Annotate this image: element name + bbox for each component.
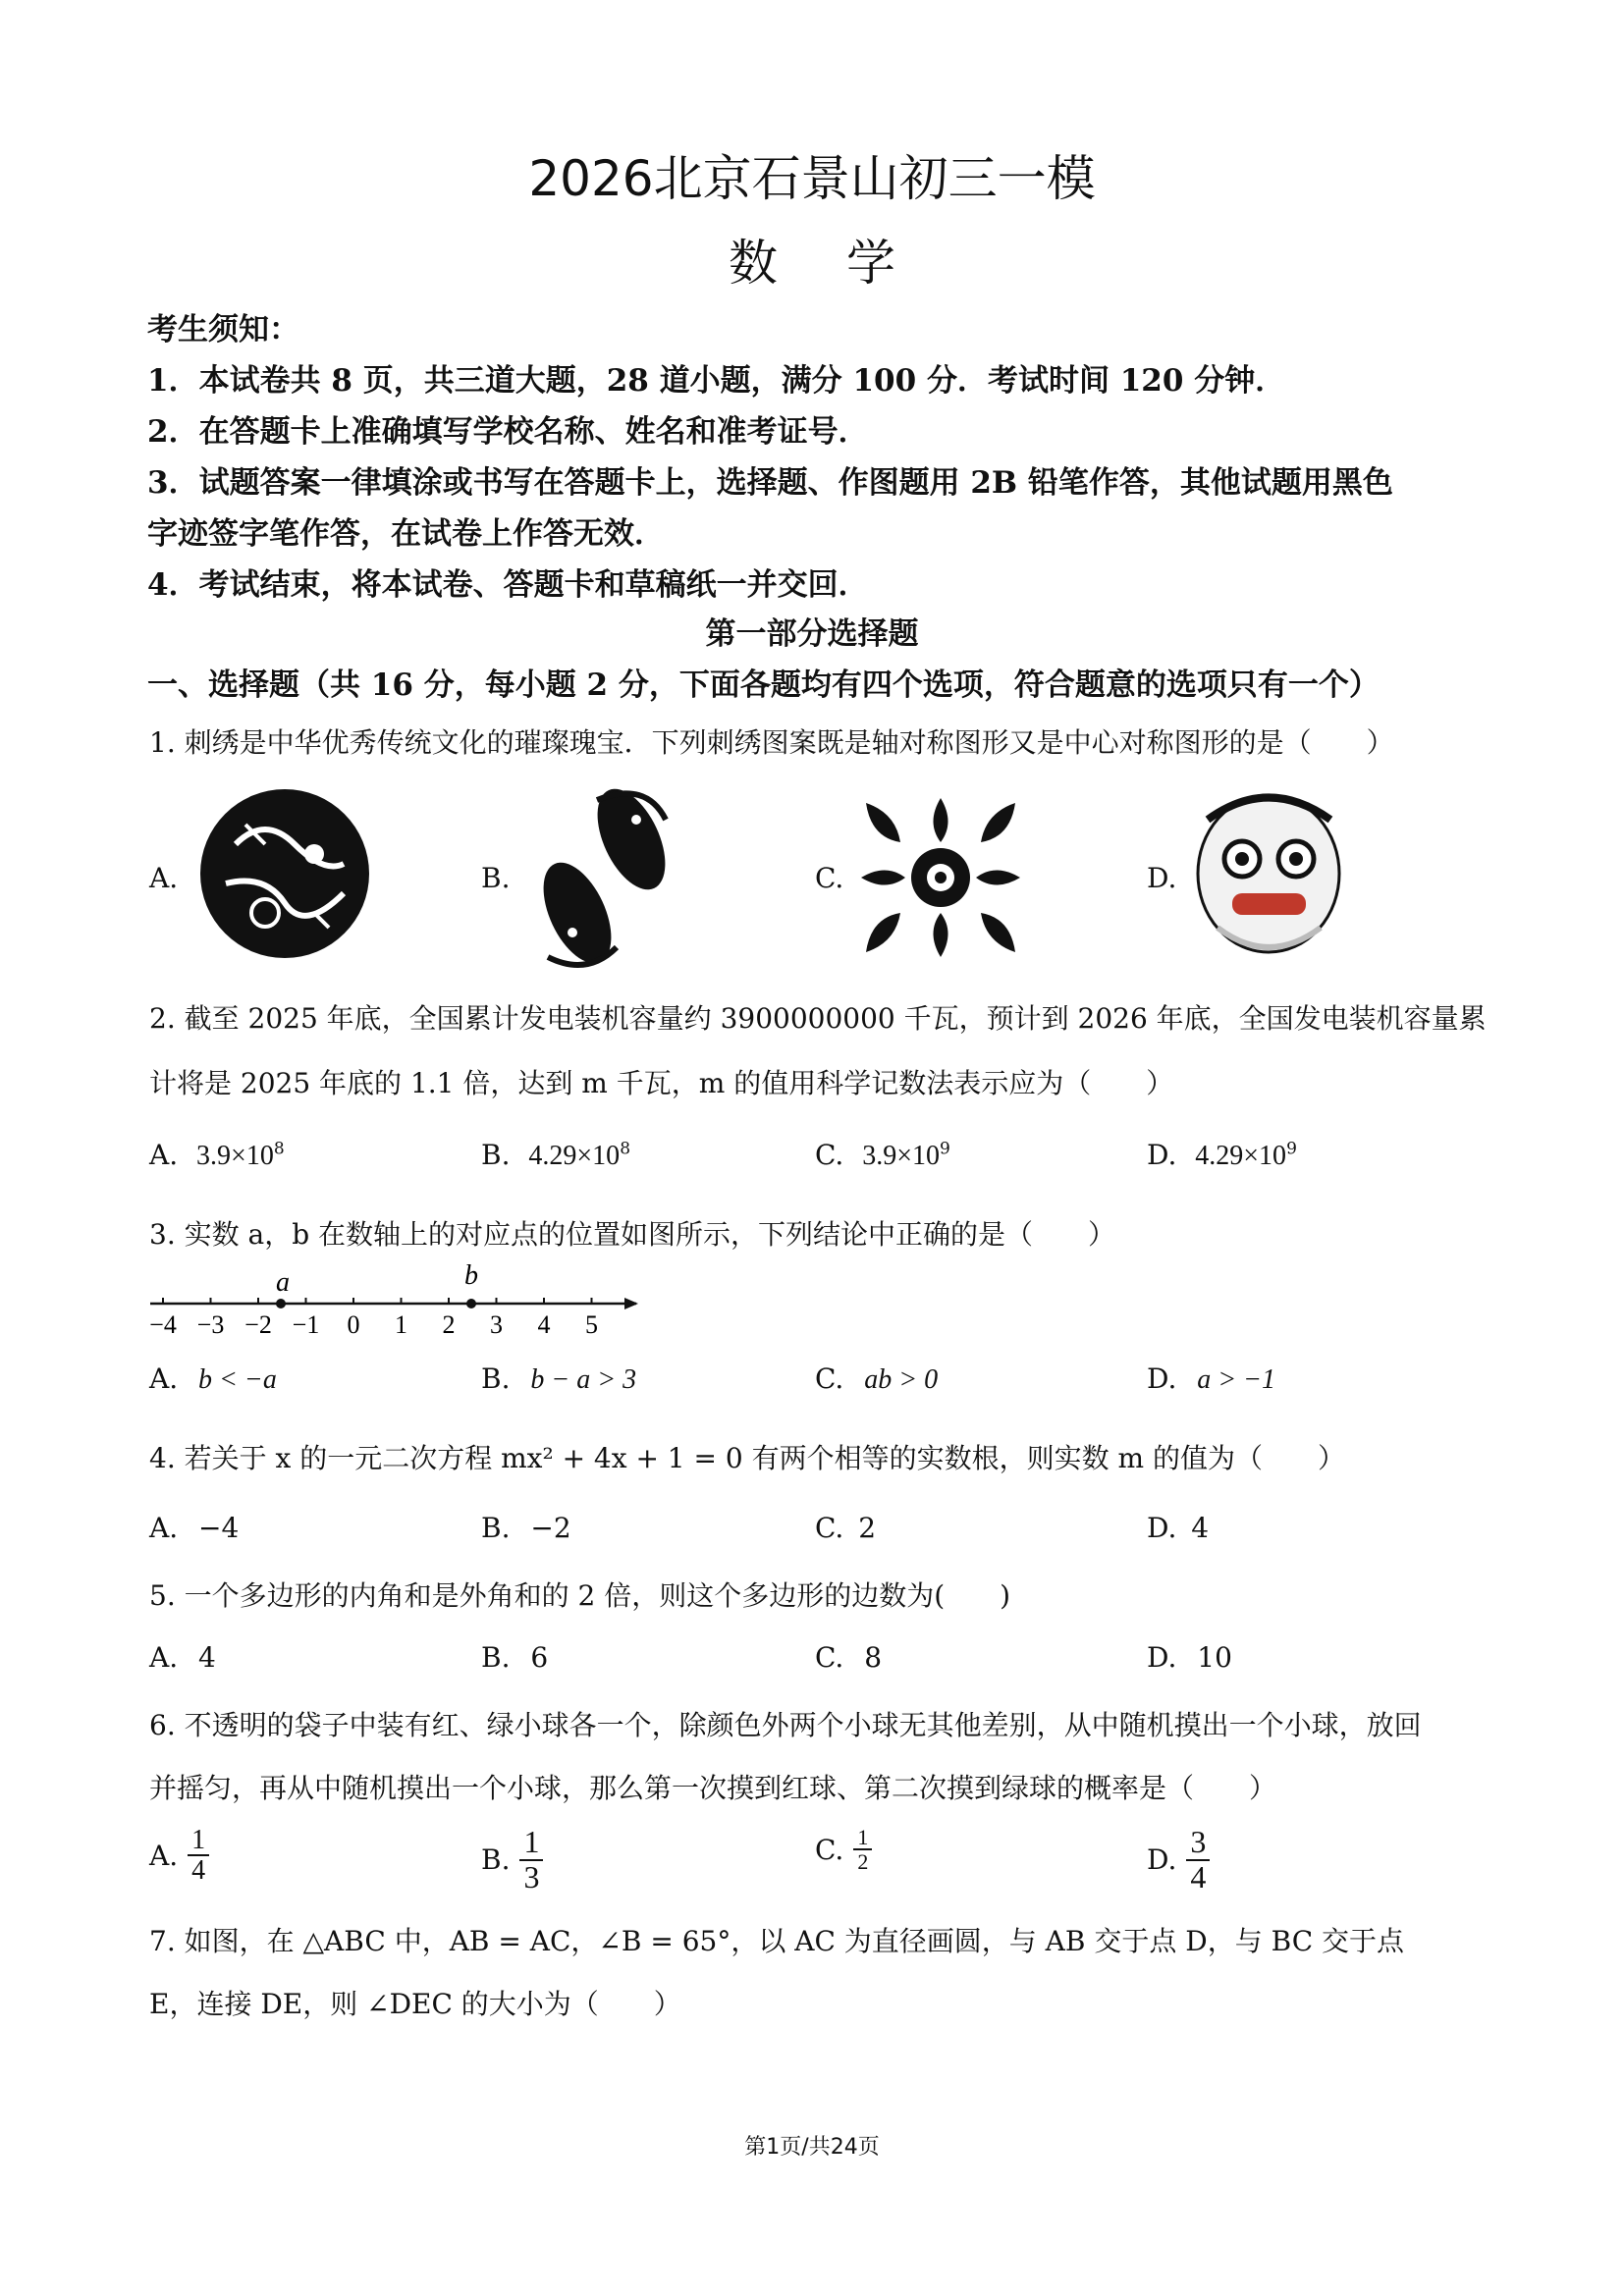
number-line-tick-label: −2 [244, 1310, 272, 1337]
q5-option-a-expr: 4 [198, 1641, 216, 1674]
number-line-tick-label: 1 [395, 1310, 407, 1337]
q3-option-d [1147, 1362, 1275, 1396]
q5-option-b-expr: 6 [530, 1641, 549, 1674]
q3-option-b [481, 1362, 636, 1396]
q2-option-d-mantissa: 4.29×10 [1195, 1141, 1287, 1171]
q6-option-b-numerator: 1 [519, 1826, 543, 1861]
q2-option-a-exponent: 8 [273, 1139, 285, 1159]
q5-option-c [815, 1641, 882, 1674]
notice-item-1: 1．本试卷共 8 页，共三道大题，28 道小题，满分 100 分．考试时间 120 分钟． [147, 363, 1286, 399]
q5-option-a [149, 1641, 216, 1674]
number-line-tick-label: −3 [196, 1310, 225, 1337]
q6-option-a-denominator: 4 [191, 1855, 206, 1887]
q3-option-d-label: D. [1147, 1362, 1177, 1395]
q6-option-d-label: D. [1147, 1843, 1177, 1877]
subject-title: 数学 [729, 235, 964, 292]
question-3-text: 3. 实数 a，b 在数轴上的对应点的位置如图所示，下列结论中正确的是（ ） [149, 1218, 1116, 1251]
number-line-tick-label: −4 [149, 1310, 177, 1337]
q1-option-a-label: A. [149, 862, 179, 894]
q4-option-c-label: C. [815, 1512, 844, 1544]
q2-option-b-mantissa: 4.29×10 [528, 1141, 621, 1171]
q4-option-d [1147, 1512, 1209, 1544]
q5-option-c-expr: 8 [864, 1641, 883, 1674]
q2-option-b-exponent: 8 [620, 1139, 631, 1159]
q3-option-c-label: C. [815, 1362, 844, 1395]
q2-option-a-mantissa: 3.9×10 [196, 1141, 274, 1171]
q3-option-a-expr: b < −a [198, 1364, 277, 1395]
part-title: 第一部分选择题 [705, 616, 919, 652]
number-line-tick-label: 3 [490, 1310, 503, 1337]
q5-option-b [481, 1641, 548, 1674]
exam-title: 2026北京石景山初三一模 [528, 150, 1096, 207]
number-line-tick-label: 0 [347, 1310, 360, 1337]
q2-option-a [149, 1139, 285, 1172]
number-line-tick-label: 4 [537, 1310, 551, 1337]
q1-option-a-image [196, 785, 373, 962]
q4-option-d-label: D. [1147, 1512, 1177, 1544]
q6-option-c-fraction [853, 1826, 872, 1873]
q5-option-a-label: A. [149, 1641, 179, 1674]
q3-option-c-expr: ab > 0 [864, 1364, 939, 1395]
q1-option-d-label: D. [1147, 862, 1177, 894]
q5-option-d-label: D. [1147, 1641, 1177, 1674]
q3-option-d-expr: a > −1 [1197, 1364, 1276, 1395]
point-b-dot [466, 1299, 476, 1308]
number-line [145, 1258, 646, 1337]
q1-option-c-image [856, 793, 1025, 962]
q6-option-c-label: C. [815, 1833, 844, 1866]
q4-option-a-label: A. [149, 1512, 179, 1544]
notice-item-3: 3．试题答案一律填涂或书写在答题卡上，选择题、作图题用 2B 铅笔作答，其他试题用黑色 [147, 465, 1393, 501]
q2-option-c-mantissa: 3.9×10 [862, 1141, 941, 1171]
q2-option-d-exponent: 9 [1286, 1139, 1297, 1159]
q1-option-c-label: C. [815, 862, 844, 894]
q2-option-d-label: D. [1147, 1139, 1177, 1171]
q2-option-d [1147, 1139, 1297, 1172]
q4-option-d-expr: 4 [1191, 1512, 1210, 1544]
q4-option-b-label: B. [481, 1512, 511, 1544]
question-4-text: 4. 若关于 x 的一元二次方程 mx² + 4x + 1 = 0 有两个相等的实数根，则实数 m 的值为（ ） [149, 1442, 1345, 1474]
q2-option-b-label: B. [481, 1139, 511, 1171]
q6-option-b-fraction [519, 1826, 543, 1894]
number-line-tick-label: 2 [442, 1310, 456, 1337]
page-number: 第1页/共24页 [744, 2135, 880, 2160]
q4-option-c-expr: 2 [858, 1512, 877, 1544]
q5-option-c-label: C. [815, 1641, 844, 1674]
question-5-text: 5. 一个多边形的内角和是外角和的 2 倍，则这个多边形的边数为( ) [149, 1579, 1011, 1612]
q4-option-b [481, 1512, 571, 1544]
q6-option-c-denominator: 2 [857, 1849, 869, 1875]
q2-option-b [481, 1139, 630, 1172]
q5-option-b-label: B. [481, 1641, 511, 1674]
q2-option-c-label: C. [815, 1139, 844, 1171]
q3-option-a-label: A. [149, 1362, 179, 1395]
q3-option-a [149, 1362, 277, 1396]
q6-option-b [481, 1826, 543, 1894]
q6-option-d-fraction [1186, 1826, 1210, 1894]
section-title: 一、选择题（共 16 分，每小题 2 分，下面各题均有四个选项，符合题意的选项只有一个） [147, 667, 1380, 703]
q5-option-d [1147, 1641, 1232, 1674]
question-7-line-1: 7. 如图，在 △ABC 中，AB = AC，∠B = 65°，以 AC 为直径画圆，与 AB 交于点 D，与 BC 交于点 [149, 1925, 1405, 1957]
point-b-label: b [464, 1260, 478, 1291]
q6-option-d-numerator: 3 [1186, 1826, 1210, 1861]
question-6-line-1: 6. 不透明的袋子中装有红、绿小球各一个，除颜色外两个小球无其他差别，从中随机摸出一个小球，放回 [149, 1709, 1422, 1741]
q6-option-a-fraction [188, 1826, 209, 1886]
q6-option-a-numerator: 1 [188, 1826, 209, 1856]
q4-option-a [149, 1512, 239, 1544]
q6-option-d-denominator: 4 [1190, 1858, 1207, 1895]
q6-option-a-label: A. [149, 1839, 179, 1872]
q4-option-c [815, 1512, 876, 1544]
notice-heading: 考生须知： [147, 312, 299, 347]
q3-option-c [815, 1362, 938, 1396]
notice-item-2: 2．在答题卡上准确填写学校名称、姓名和准考证号． [147, 414, 869, 450]
q6-option-a [149, 1826, 209, 1886]
q1-option-b-image [518, 780, 685, 972]
q6-option-c-numerator: 1 [853, 1826, 872, 1850]
question-2-line-1: 2. 截至 2025 年底，全国累计发电装机容量约 3900000000 千瓦，预计到 2026 年底，全国发电装机容量累 [149, 1002, 1487, 1035]
q3-option-b-expr: b − a > 3 [530, 1364, 637, 1395]
number-line-tick-label: 5 [585, 1310, 598, 1337]
q6-option-d [1147, 1826, 1210, 1894]
number-line-tick-label: −1 [292, 1310, 320, 1337]
notice-item-3-cont: 字迹签字笔作答，在试卷上作答无效． [147, 516, 665, 552]
q6-option-b-denominator: 3 [523, 1858, 540, 1895]
q1-option-b-label: B. [481, 862, 511, 894]
q6-option-c [815, 1826, 872, 1873]
q4-option-a-expr: −4 [198, 1512, 240, 1544]
q4-option-b-expr: −2 [530, 1512, 571, 1544]
q2-option-c-exponent: 9 [940, 1139, 950, 1159]
question-7-line-2: E，连接 DE，则 ∠DEC 的大小为（ ） [149, 1988, 681, 2020]
point-a-dot [276, 1299, 286, 1308]
q2-option-a-label: A. [149, 1139, 179, 1171]
question-2-line-2: 计将是 2025 年底的 1.1 倍，达到 m 千瓦，m 的值用科学记数法表示应为（ ） [149, 1067, 1174, 1099]
q2-option-c [815, 1139, 950, 1172]
q1-option-d-image [1188, 780, 1350, 972]
q6-option-b-label: B. [481, 1843, 511, 1877]
q3-option-b-label: B. [481, 1362, 511, 1395]
point-a-label: a [276, 1267, 290, 1298]
question-1-text: 1. 刺绣是中华优秀传统文化的璀璨瑰宝．下列刺绣图案既是轴对称图形又是中心对称图形的是（ ） [149, 726, 1394, 759]
question-6-line-2: 并摇匀，再从中随机摸出一个小球，那么第一次摸到红球、第二次摸到绿球的概率是（ ） [149, 1772, 1277, 1804]
notice-item-4: 4．考试结束，将本试卷、答题卡和草稿纸一并交回． [147, 567, 869, 603]
q5-option-d-expr: 10 [1197, 1641, 1232, 1674]
